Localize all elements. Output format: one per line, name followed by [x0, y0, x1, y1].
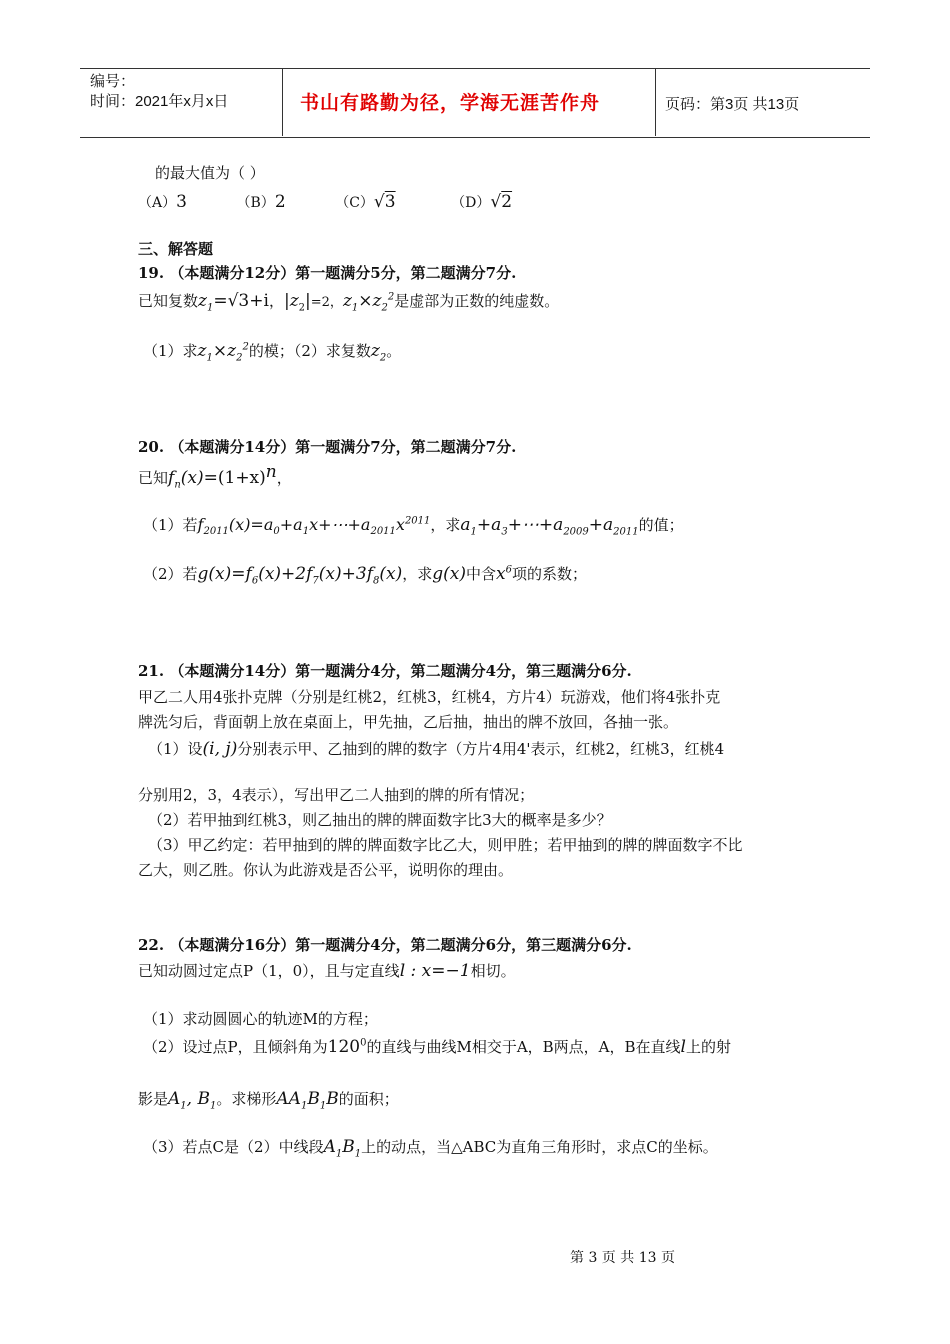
q20-part1-label: （1）若 — [143, 516, 198, 534]
q21-part1-text: 分别表示甲、乙抽到的牌的数字（方片4用4'表示，红桃2，红桃3，红桃4 — [237, 740, 725, 758]
q21-part1-label: （1）设 — [148, 740, 203, 758]
q19-z2: $z_2$ — [370, 341, 387, 364]
q22-angle: $120^0$ — [327, 1037, 367, 1057]
q20-fn: $f_n(x)$ — [168, 468, 204, 491]
q20-part2-contains: 中含 — [466, 565, 497, 583]
q18-tail: 的最大值为（ ） — [155, 164, 265, 182]
q22-trapezoid: $AA_1B_1B$ — [276, 1089, 339, 1112]
q20-heading: 20. （本题满分14分）第一题满分7分，第二题满分7分. — [138, 438, 517, 456]
q22-part2 — [143, 1036, 731, 1057]
q20-fn-expr: =(1+x) — [203, 468, 266, 488]
q21-line7: 乙大，则乙胜。你认为此游戏是否公平，说明你的理由。 — [138, 861, 514, 879]
q20-g: g(x) — [432, 564, 466, 584]
option-d-label: （D） — [451, 195, 491, 211]
q22-part2-text: 的直线与曲线M相交于A，B两点，A，B在直线 — [366, 1038, 681, 1056]
q20-part2-label: （2）若 — [143, 565, 198, 583]
option-c-value: 3 — [384, 192, 396, 212]
header-motto: 书山有路勤为径，学海无涯苦作舟 — [300, 92, 601, 114]
header-divider — [655, 68, 656, 136]
q19-heading: 19. （本题满分12分）第一题满分5分，第二题满分7分. — [138, 264, 517, 282]
sqrt-symbol: √ — [373, 192, 385, 212]
q21-part1 — [148, 738, 724, 759]
q20-expansion: $f_{2011}(x)=a_0+a_1x+\cdots+a_{2011}x^{2011}$ — [197, 515, 431, 538]
q19-part1: （1）求 — [143, 342, 198, 360]
q19-z1-value: =√3+i — [213, 291, 269, 311]
q18-options — [138, 192, 512, 212]
q22-area-tail: 的面积； — [338, 1090, 399, 1108]
q20-g-def: $g(x)=f_6(x)+2f_7(x)+3f_8(x)$ — [197, 564, 403, 587]
header-page: 页码：第3页 共13页 — [665, 96, 800, 113]
q22-intro — [138, 960, 516, 981]
option-d-value: 2 — [501, 192, 513, 212]
header-divider — [282, 68, 283, 136]
q19-product: $z_1\times z_2^2$ — [342, 291, 395, 314]
q22-part2-label: （2）设过点P，且倾斜角为 — [143, 1038, 328, 1056]
q22-line-b — [138, 1088, 399, 1111]
q20-odd-sum: $a_1+a_3+\cdots+a_{2009}+a_{2011}$ — [460, 515, 639, 538]
option-b-value: 2 — [274, 192, 286, 212]
section-title: 三、解答题 — [138, 240, 214, 258]
header-number: 编号： — [90, 73, 136, 90]
q19-product: $z_1\times z_2^2$ — [197, 341, 249, 364]
option-a-value: 3 — [176, 192, 187, 212]
q21-line2: 牌洗匀后，背面朝上放在桌面上，甲先抽，乙后抽，抽出的牌不放回，各抽一张。 — [138, 713, 679, 731]
q20-part1-ask: ，求 — [430, 516, 461, 534]
q22-heading: 22. （本题满分16分）第一题满分4分，第二题满分6分，第三题满分6分. — [138, 936, 632, 954]
q19-mod-text: =2， — [310, 295, 343, 310]
q20-part2-ask: ，求 — [402, 565, 433, 583]
option-c-label: （C） — [335, 195, 374, 211]
q21-part2: （2）若甲抽到红桃3，则乙抽出的牌的牌面数字比3大的概率是多少？ — [148, 811, 612, 829]
q21-pair: (i, j) — [202, 739, 238, 759]
q20-part1-tail: 的值； — [638, 516, 684, 534]
sqrt-symbol: √ — [490, 192, 502, 212]
q22-segment: $A_1B_1$ — [323, 1137, 362, 1160]
q19-z1: $z_1$ — [198, 291, 214, 314]
q22-part3-label: （3）若点C是（2）中线段 — [143, 1138, 324, 1156]
q22-part1: （1）求动圆圆心的轨迹M的方程； — [143, 1010, 378, 1028]
footer-page: 第 3 页 共 13 页 — [570, 1250, 675, 1266]
q19-intro: 已知复数$z_1=√3+i$，$|z_2|=2$，$z_1\times z_2^2$是虚部为正数的纯虚数。 — [138, 291, 560, 314]
q22-part3 — [143, 1136, 718, 1159]
q22-line-l: l : x=−1 — [399, 961, 471, 981]
header-time: 时间：2021年x月x日 — [90, 93, 229, 110]
option-a-label: （A） — [138, 195, 177, 211]
q22-part3-text: 上的动点，当△ABC为直角三角形时，求点C的坐标。 — [361, 1138, 718, 1156]
q22-intro-text: 已知动圆过定点P（1，0），且与定直线 — [138, 962, 400, 980]
q20-intro: 已知$f_n(x)=(1+x)^n$， — [138, 462, 292, 491]
option-b-label: （B） — [236, 195, 275, 211]
q19-parts — [143, 340, 401, 363]
q19-tail: 是虚部为正数的纯虚数。 — [394, 292, 560, 310]
q22-proj-label: 影是 — [138, 1090, 169, 1108]
q22-trap-label: 。求梯形 — [216, 1090, 277, 1108]
q22-a1b1: $A_1$, $B_1$ — [168, 1089, 217, 1112]
header-meta — [90, 72, 228, 112]
q21-line4: 分别用2，3，4表示），写出甲乙二人抽到的牌的所有情况； — [138, 786, 535, 804]
q19-intro-text: 已知复数 — [138, 292, 199, 310]
q19-part-end: 。 — [386, 342, 402, 360]
q20-intro-text: 已知 — [138, 469, 169, 487]
q22-intro-tail: 相切。 — [470, 962, 516, 980]
q22-part2-tail: 上的射 — [685, 1038, 731, 1056]
q21-heading: 21. （本题满分14分）第一题满分4分，第二题满分4分，第三题满分6分. — [138, 662, 632, 680]
q19-part1-tail: 的模；（2）求复数 — [248, 342, 371, 360]
q22-l: l — [680, 1037, 686, 1057]
q20-part1 — [143, 514, 684, 537]
q20-part2-tail: 项的系数； — [511, 565, 587, 583]
q21-part3: （3）甲乙约定：若甲抽到的牌的牌面数字比乙大，则甲胜；若甲抽到的牌的牌面数字不比 — [148, 836, 743, 854]
q21-line1: 甲乙二人用4张扑克牌（分别是红桃2，红桃3，红桃4，方片4）玩游戏，他们将4张扑克 — [138, 688, 721, 706]
q20-exp-n: n — [265, 462, 277, 482]
q20-x6: $x^6$ — [496, 564, 512, 584]
q20-part2 — [143, 563, 587, 586]
q19-mod-z2: $|z_2|$ — [283, 291, 311, 314]
